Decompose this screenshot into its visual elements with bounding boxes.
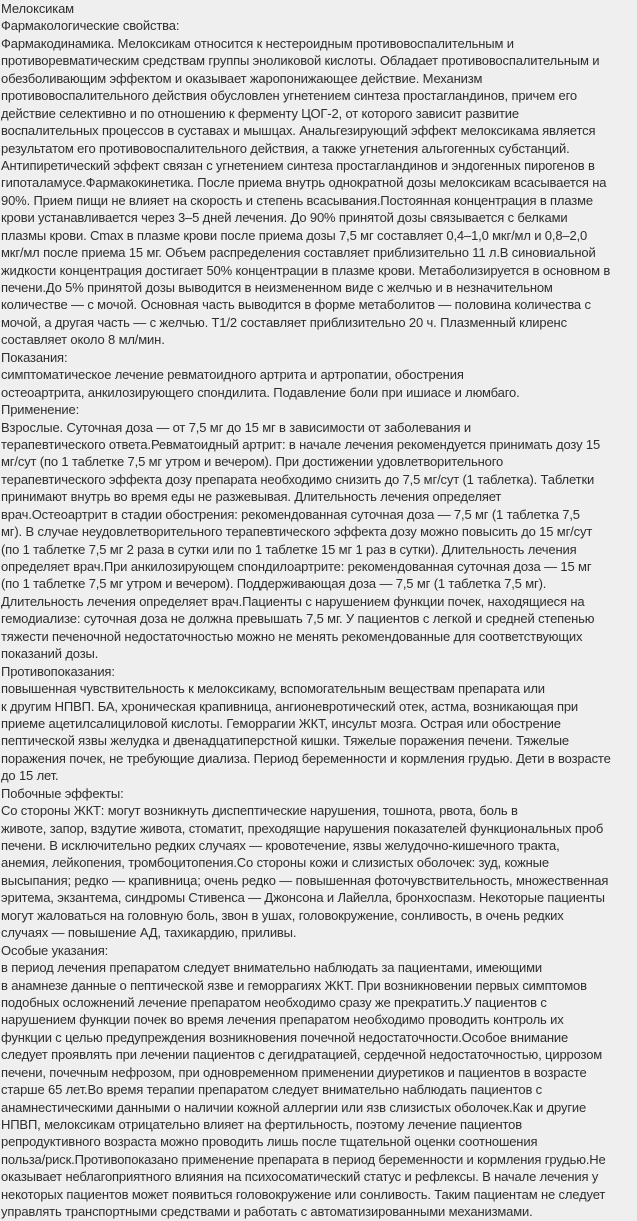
paragraph-line: Длительность лечения определяет врач.Пациенты с нарушением функции почек, находящиеся на xyxy=(1,593,585,609)
section xyxy=(1,17,637,348)
section xyxy=(1,785,637,942)
paragraph-line: Со стороны ЖКТ: могут возникнуть диспептические нарушения, тошнота, рвота, боль в xyxy=(1,803,518,819)
paragraph-line: могут жаловаться на головную боль, звон в ушах, головокружение, сонливость, в очень редких xyxy=(1,907,564,923)
paragraph-line: плазмы крови. Cmax в плазме крови после приема дозы 7,5 мг составляет 0,4–1,0 мкг/мл и 0,8–2,0 xyxy=(1,227,588,243)
paragraph-line: подобных осложнений лечение препаратом необходимо сразу же прекратить.У пациентов с xyxy=(1,994,547,1010)
paragraph-line: некоторых пациентов может появиться головокружение или сонливость. Таким пациентам не следует xyxy=(1,1186,606,1202)
paragraph-line: репродуктивного возраста можно проводить лишь после тщательной оценки соотношения xyxy=(1,1134,538,1150)
paragraph-line: мг). В случае неудовлетворительного терапевтического эффекта дозу можно повысить до 15 мг/сут xyxy=(1,524,593,540)
paragraph-line: симптоматическое лечение ревматоидного артрита и артропатии, обострения xyxy=(1,367,464,383)
paragraph-line: печени. В исключительно редких случаях — кровотечение, язвы желудочно-кишечного тракта, xyxy=(1,838,560,853)
paragraph-line: тяжести печеночной недостаточностью можно не менять рекомендованные для соответствующих xyxy=(1,628,583,644)
paragraph-line: печени.До 5% принятой дозы выводится в неизмененном виде с желчью и в незначительном xyxy=(1,280,553,295)
paragraph-line: польза/риск.Противопоказано применение препарата в период беременности и кормления грудью.Не xyxy=(1,1151,606,1167)
paragraph-line: мкг/мл после приема 15 мг. Объем распределения составляет приблизительно 11 л.В синовиальной xyxy=(1,245,596,261)
paragraph-line: в анамнезе данные о пептической язве и геморрагиях ЖКТ. При возникновении первых симптомов xyxy=(1,977,587,993)
paragraph-line: определяет врач.При анкилозирующем спондилоартрите: рекомендованная суточная доза — 15 мг xyxy=(1,559,592,574)
paragraph-line: эритема, экзантема, синдромы Стивенса — Джонсона и Лайелла, бронхоспазм. Некоторые пациенты xyxy=(1,890,605,906)
paragraph-line: (по 1 таблетке 7,5 мг 2 раза в сутки или по 1 таблетке 15 мг 1 раз в сутки). Длительность лечения xyxy=(1,541,577,557)
paragraph-line: старше 65 лет.Во время терапии препаратом следует внимательно наблюдать пациентов с xyxy=(1,1082,543,1098)
paragraph-line: животе, запор, вздутие живота, стоматит, преходящие нарушения показателей функциональных проб xyxy=(1,820,604,836)
paragraph-line: обезболивающим эффектом и оказывает жаропонижающее действие. Механизм xyxy=(1,70,483,86)
section-heading: Особые указания: xyxy=(1,942,109,958)
paragraph-line: терапевтического ответа.Ревматоидный артрит: в начале лечения рекомендуется принимать дозу 15 xyxy=(1,436,601,452)
section-heading: Фармакологические свойства: xyxy=(1,18,180,34)
paragraph-line: анемия, лейкопения, тромбоцитопения.Со стороны кожи и слизистых оболочек: зуд, кожные xyxy=(1,855,549,871)
paragraph-line: НПВП, мелоксикам отрицательно влияет на фертильность, поэтому лечение пациентов xyxy=(1,1117,522,1132)
paragraph-line: жидкости концентрация достигает 50% концентрации в плазме крови. Метаболизируется в основном в xyxy=(1,262,611,278)
paragraph-line: повышенная чувствительность к мелоксикаму, вспомогательным веществам препарата или xyxy=(1,681,545,697)
paragraph-line: до 15 лет. xyxy=(1,768,59,784)
paragraph-line: количестве — с мочой. Основная часть выводится в форме метаболитов — половина количества с xyxy=(1,297,591,313)
paragraph-line: действие селективно и по отношению к ферменту ЦОГ-2, от которого зависит развитие xyxy=(1,105,519,121)
paragraph-line: оказывает неблагоприятного влияния на психосоматический статус и рефлексы. В начале лечения у xyxy=(1,1169,599,1185)
paragraph-line: Фармакодинамика. Мелоксикам относится к нестероидным противовоспалительным и xyxy=(1,35,514,51)
paragraph-line: воспалительных процессов в суставах и мышцах. Анальгезирующий эффект мелоксикама является xyxy=(1,123,596,139)
paragraph-line: гемодиализе: суточная доза не должна превышать 7,5 мг. У пациентов с легкой и средней степенью xyxy=(1,611,595,627)
section-heading: Побочные эффекты: xyxy=(1,785,124,801)
paragraph-line: противоревматическим средствам группы эноликовой кислоты. Обладает противовоспалительным и xyxy=(1,53,600,69)
section xyxy=(1,663,637,785)
paragraph-line: к другим НПВП. БА, хроническая крапивница, ангионевротический отек, астма, возникающая при xyxy=(1,698,579,714)
paragraph-line: управлять транспортными средствами и работать с автоматизированными механизмами. xyxy=(1,1204,533,1220)
paragraph-line: пептической язвы желудка и двенадцатиперстной кишки. Тяжелые поражения печени. Тяжелые xyxy=(1,733,569,749)
paragraph-line: печени, почечным нефрозом, при одновременном применении диуретиков и пациентов в возрасте xyxy=(1,1064,587,1080)
paragraph-line: результатом его противовоспалительного действия, а также угнетения альгогенных субстанций. xyxy=(1,140,570,156)
paragraph-line: показаний дозы. xyxy=(1,646,99,662)
section-heading: Показания: xyxy=(1,349,68,365)
paragraph-line: составляет около 8 мл/мин. xyxy=(1,332,165,348)
paragraph-line: Антипиретический эффект связан с угнетением синтеза простагландинов и эндогенных пирогенов в xyxy=(1,157,595,173)
paragraph-line: (по 1 таблетке 7,5 мг утром и вечером). Поддерживающая доза — 7,5 мг (1 таблетка 7,5 мг). xyxy=(1,576,547,592)
paragraph-line: терапевтического эффекта дозу препарата необходимо снизить до 7,5 мг/сут (1 таблетка). Таблетки xyxy=(1,471,595,487)
section xyxy=(1,349,637,401)
paragraph-line: 90%. Прием пищи не влияет на скорость и степень всасывания.Постоянная концентрация в плазме xyxy=(1,192,593,208)
paragraph-line: высыпания; редко — крапивница; очень редко — повышенная фоточувствительность, множественная xyxy=(1,872,609,888)
paragraph-line: случаях — повышение АД, тахикардию, приливы. xyxy=(1,925,297,941)
paragraph-line: анамнестическими данными о наличии кожной аллергии или язв слизистых оболочек.Как и другие xyxy=(1,1099,587,1115)
document-title: Мелоксикам xyxy=(1,1,74,16)
paragraph-line: приеме ацетилсалициловой кислоты. Геморрагии ЖКТ, инсульт мозга. Острая или обострение xyxy=(1,715,561,731)
paragraph-line: крови устанавливается через 3–5 дней лечения. До 90% принятой дозы связывается с белками xyxy=(1,210,568,226)
section-heading: Противопоказания: xyxy=(1,663,115,679)
paragraph-line: нарушением функции почек во время лечения препаратом необходимо проводить контроль их xyxy=(1,1012,564,1028)
section xyxy=(1,401,637,663)
paragraph-line: мочой, а другая часть — с желчью. T1/2 составляет приблизительно 20 ч. Плазменный клиренс xyxy=(1,314,567,330)
section-heading: Применение: xyxy=(1,402,80,418)
paragraph-line: поражения почек, не требующие диализа. Период беременности и кормления грудью. Дети в возрасте xyxy=(1,750,611,766)
paragraph-line: принимают внутрь во время еды не разжевывая. Длительность лечения определяет xyxy=(1,489,502,505)
paragraph-line: мг/сут (по 1 таблетке 7,5 мг утром и вечером). При достижении удовлетворительного xyxy=(1,454,504,470)
paragraph-line: врач.Остеоартрит в стадии обострения: рекомендованная суточная доза — 7,5 мг (1 таблетка 7,5 xyxy=(1,506,580,522)
paragraph-line: следует проявлять при лечении пациентов с дегидратацией, сердечной недостаточностью, циррозом xyxy=(1,1047,603,1063)
paragraph-line: в период лечения препаратом следует внимательно наблюдать за пациентами, имеющими xyxy=(1,960,543,976)
paragraph-line: функции с целью предупреждения возникновения почечной недостаточности.Особое внимание xyxy=(1,1029,569,1045)
paragraph-line: противовоспалительного действия обусловлен угнетением синтеза простагландинов, причем его xyxy=(1,88,577,104)
paragraph-line: Взрослые. Суточная доза — от 7,5 мг до 15 мг в зависимости от заболевания и xyxy=(1,419,471,435)
paragraph-line: остеоартрита, анкилозирующего спондилита. Подавление боли при ишиасе и люмбаго. xyxy=(1,384,520,400)
paragraph-line: гипоталамусе.Фармакокинетика. После приема внутрь однократной дозы мелоксикам всасывается на xyxy=(1,175,607,191)
section xyxy=(1,942,637,1221)
